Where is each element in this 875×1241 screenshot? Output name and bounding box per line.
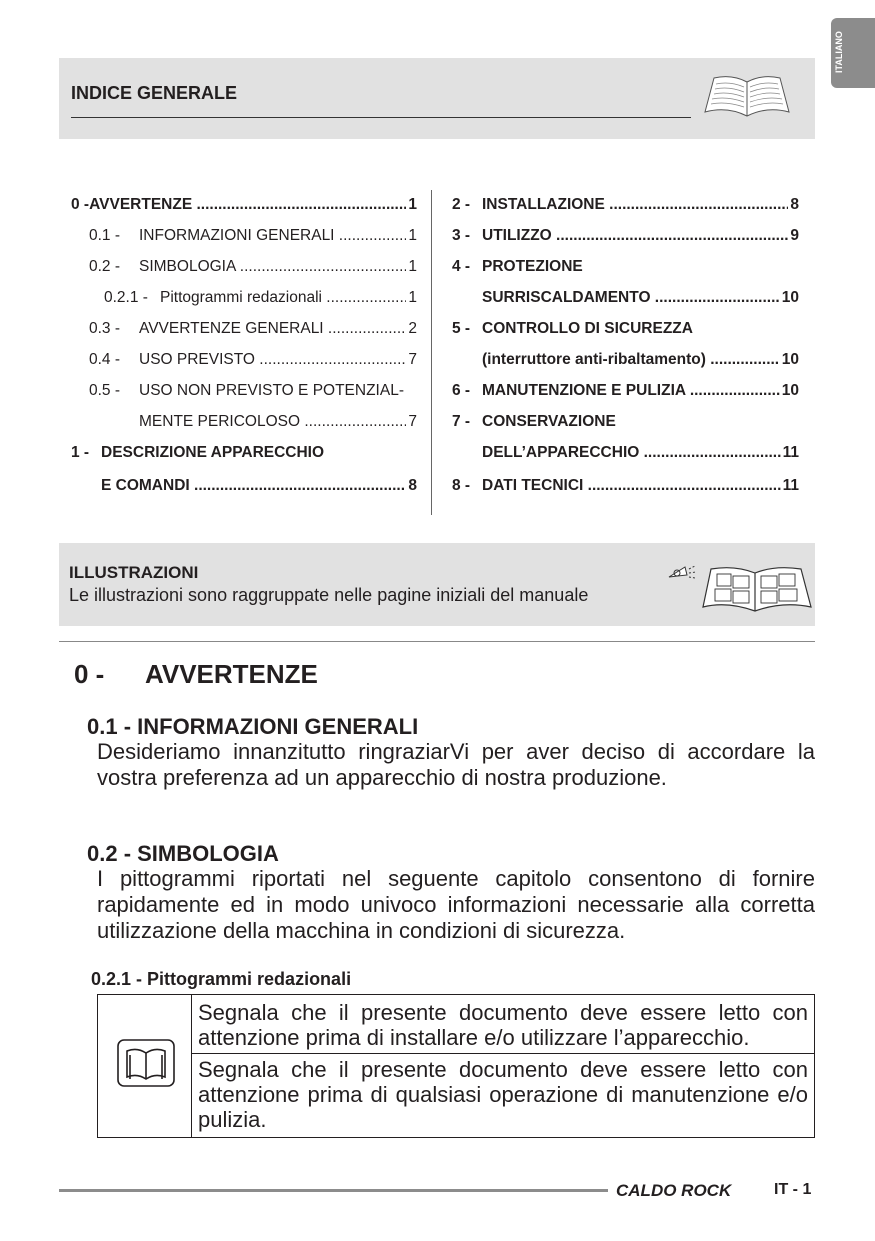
toc-item-label: AVVERTENZE GENERALI .....: [139, 320, 406, 338]
toc-item[interactable]: [101, 477, 417, 495]
toc-item[interactable]: [452, 382, 799, 400]
toc-item-label: INSTALLAZIONE .....: [482, 196, 788, 214]
paragraph-general-info: Desideriamo innanzitutto ringraziarVi per aver deciso di accordare la vostra preferenza ad un apparecchio di nostra produzione.: [97, 739, 815, 790]
toc-item-page: 7: [408, 413, 417, 430]
toc-item[interactable]: [89, 382, 434, 400]
toc-item[interactable]: [89, 351, 417, 369]
toc-item-label: MENTE PERICOLOSO .....: [139, 413, 406, 431]
pictogram-desc-install: Segnala che il presente documento deve essere letto con attenzione prima di installare e/o utilizzare l’apparecchio.: [198, 1000, 808, 1050]
toc-item-page: 11: [782, 477, 799, 494]
toc-item-label: Pittogrammi redazionali .....: [160, 289, 406, 307]
toc-item-label: PROTEZIONE: [482, 258, 583, 275]
toc-item[interactable]: [452, 258, 799, 276]
subsubsection-title-pictograms: 0.2.1 - Pittogrammi redazionali: [91, 969, 352, 989]
toc-item-label: DATI TECNICI .....: [482, 477, 781, 495]
toc-item[interactable]: [71, 196, 417, 214]
open-book-icon: [702, 72, 792, 120]
language-tab: [831, 18, 875, 88]
toc-item-label: CONTROLLO DI SICUREZZA: [482, 320, 693, 337]
toc-item-number: 0 -: [71, 196, 90, 213]
toc-item-number: 0.1 -: [89, 227, 121, 244]
toc-item-number: 6 -: [452, 382, 471, 399]
toc-item-page: 8: [790, 196, 799, 213]
section-title: AVVERTENZE: [145, 659, 318, 689]
toc-item-number: 2 -: [452, 196, 471, 213]
illustrated-book-icon: [665, 557, 815, 613]
toc-item-page: 2: [408, 320, 417, 337]
toc-item-label: DESCRIZIONE APPARECCHIO: [101, 444, 325, 461]
toc-item-label: INFORMAZIONI GENERALI .....: [139, 227, 406, 245]
toc-item[interactable]: [452, 477, 799, 495]
toc-item-number: 8 -: [452, 477, 471, 494]
toc-item-page: 9: [790, 227, 799, 244]
toc-item-label: CONSERVAZIONE: [482, 413, 616, 430]
toc-item-number: 0.3 -: [89, 320, 121, 337]
section-separator: [59, 641, 815, 642]
footer-product-name: CALDO ROCK: [616, 1181, 732, 1200]
toc-item[interactable]: [71, 444, 417, 462]
toc-item-number: 0.4 -: [89, 351, 121, 368]
toc-item-number: 1 -: [71, 444, 90, 461]
index-title-rule: [71, 117, 691, 118]
toc-item-number: 0.2 -: [89, 258, 121, 275]
toc-item-number: 7 -: [452, 413, 471, 430]
pictogram-table: [97, 994, 815, 1138]
toc-item-label: (interruttore anti-ribaltamento) .....: [482, 351, 780, 369]
toc-item[interactable]: [482, 444, 799, 462]
toc-column-divider: [431, 190, 432, 515]
toc-item-page: 1: [408, 258, 417, 275]
toc-item-page: 11: [782, 444, 799, 461]
toc-item-label: USO NON PREVISTO E POTENZIAL-: [139, 382, 404, 399]
toc-item-label: MANUTENZIONE E PULIZIA .....: [482, 382, 780, 400]
section-number: 0 -: [74, 659, 105, 689]
toc-item-label: SIMBOLOGIA .....: [139, 258, 406, 276]
toc-item-number: 4 -: [452, 258, 471, 275]
toc-item[interactable]: [104, 289, 417, 307]
toc-item-page: 1: [408, 196, 417, 213]
subsection-title-general-info: 0.1 - INFORMAZIONI GENERALI: [87, 714, 419, 739]
toc-item-label: USO PREVISTO .....: [139, 351, 406, 369]
toc-item-number: 0.5 -: [89, 382, 121, 399]
toc-item[interactable]: [89, 258, 417, 276]
paragraph-symbology: I pittogrammi riportati nel seguente capitolo consentono di fornire rapidamente ed in modo univoco informazioni necessarie alla corretta utilizzazione della macchina in condizioni di sicurezza.: [97, 866, 815, 943]
toc-item-page: 10: [781, 289, 799, 306]
toc-item-label: SURRISCALDAMENTO .....: [482, 289, 780, 307]
pictogram-icon-cell: [98, 995, 192, 1137]
toc-item-label: AVVERTENZE .....: [89, 196, 406, 214]
toc-item-label: DELL’APPARECCHIO .....: [482, 444, 781, 462]
footer-page-number: IT - 1: [774, 1181, 812, 1198]
toc-item[interactable]: [482, 351, 799, 369]
toc-item[interactable]: [452, 227, 799, 245]
toc-item[interactable]: [452, 196, 799, 214]
subsection-title-symbology: 0.2 - SIMBOLOGIA: [87, 841, 279, 866]
toc-item[interactable]: [139, 413, 417, 431]
toc-item[interactable]: [482, 289, 799, 307]
manual-book-icon: [117, 1039, 175, 1087]
pictogram-row-divider: [191, 1053, 814, 1054]
toc-item-label: E COMANDI .....: [101, 477, 406, 495]
toc-item-number: 3 -: [452, 227, 471, 244]
toc-item-page: 8: [408, 477, 417, 494]
toc-item-page: 1: [408, 227, 417, 244]
toc-item[interactable]: [452, 413, 799, 431]
language-tab-label: ITALIANO: [834, 31, 844, 73]
toc-item-page: 1: [408, 289, 417, 306]
toc-item[interactable]: [452, 320, 799, 338]
illustrations-description: Le illustrazioni sono raggruppate nelle pagine iniziali del manuale: [69, 585, 589, 605]
pictogram-desc-maintenance: Segnala che il presente documento deve essere letto con attenzione prima di qualsiasi operazione di manutenzione e/o pulizia.: [198, 1057, 808, 1132]
toc-item-page: 10: [781, 382, 799, 399]
toc-item-number: 0.2.1 -: [104, 289, 148, 306]
toc-item-label: UTILIZZO .....: [482, 227, 788, 245]
footer-rule: [59, 1189, 608, 1192]
index-title: INDICE GENERALE: [71, 83, 238, 103]
toc-item-page: 7: [408, 351, 417, 368]
toc-item-number: 5 -: [452, 320, 471, 337]
illustrations-title: ILLUSTRAZIONI: [69, 563, 199, 582]
toc-item-page: 10: [781, 351, 799, 368]
toc-item[interactable]: [89, 320, 417, 338]
toc-item[interactable]: [89, 227, 417, 245]
